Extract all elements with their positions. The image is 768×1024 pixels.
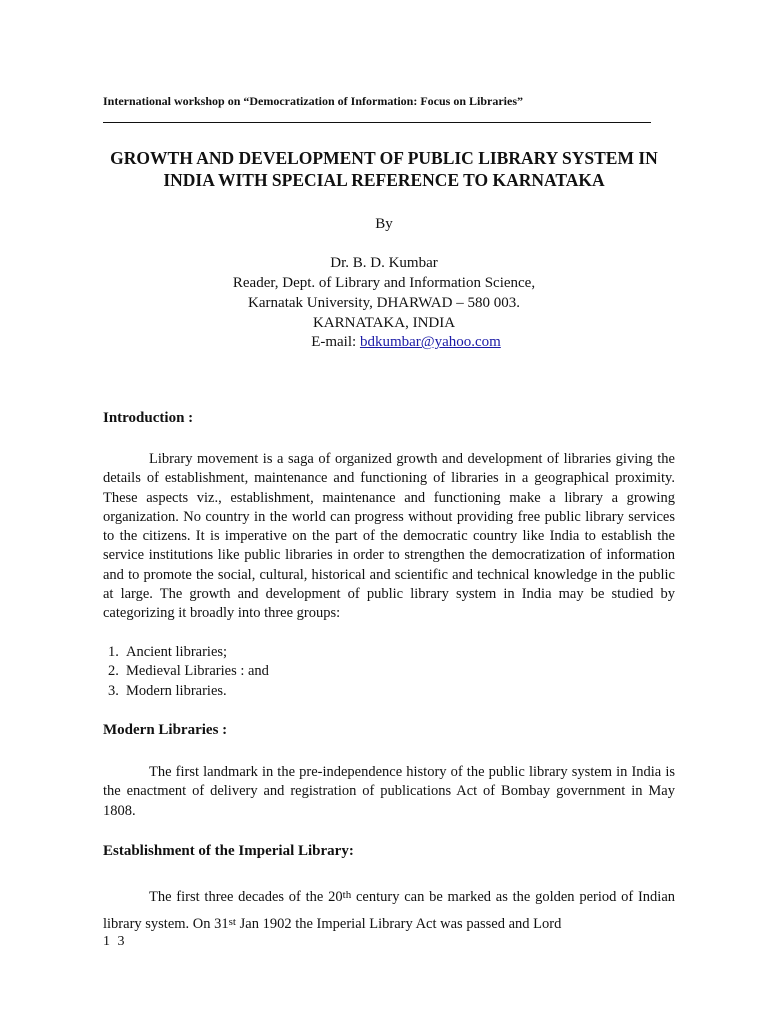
page-number: 1 3 (103, 934, 127, 949)
document-title (90, 147, 678, 191)
list-item: 3. Modern libraries. (108, 682, 227, 699)
email-link[interactable]: bdkumbar@yahoo.com (359, 334, 501, 350)
imperial-library-heading: Establishment of the Imperial Library: (103, 843, 354, 859)
introduction-paragraph: Library movement is a saga of organized growth and development of libraries giving the details of establishment, maintenance and functioning of libraries in a geographical proximity. These aspects viz., establishment, maintenance and functioning make a library a growing organization. No country in the world can progress without providing free public library services to the citizens. It is imperative on the part of the democratic country like India to establish the service institutions like public libraries in order to strengthen the democratization of information and to promote the social, cultural, historical and scientific and technical knowledge in the public at large. The growth and development of public library system in India may be studied by categorizing it broadly into three groups: (103, 451, 675, 622)
email-label: E-mail: (311, 334, 360, 350)
author-university: Karnatak University, DHARWAD – 580 003. (248, 295, 520, 311)
author-name: Dr. B. D. Kumbar (330, 255, 438, 271)
imperial-library-paragraph: The first three decades of the 20th century can be marked as the golden period of Indian library system. On 31st Jan 1902 the Imperial Library Act was passed and Lord (103, 889, 676, 932)
title-line-2: INDIA WITH SPECIAL REFERENCE TO KARNATAKA (163, 170, 605, 190)
modern-libraries-heading: Modern Libraries : (103, 722, 228, 738)
header-rule (103, 122, 651, 123)
library-groups-list (108, 643, 269, 701)
introduction-heading: Introduction : (103, 410, 194, 426)
byline: By (375, 216, 393, 232)
list-item: 2. Medieval Libraries : and (108, 663, 269, 680)
title-line-1: GROWTH AND DEVELOPMENT OF PUBLIC LIBRARY SYSTEM IN (110, 148, 658, 168)
modern-libraries-paragraph: The first landmark in the pre-independence history of the public library system in India is the enactment of delivery and registration of publications Act of Bombay government in May 1808. (103, 764, 675, 819)
author-position: Reader, Dept. of Library and Information Science, (232, 275, 536, 291)
author-email-line (22, 332, 768, 352)
list-item: 1. Ancient libraries; (108, 644, 228, 660)
workshop-header: International workshop on “Democratization of Information: Focus on Libraries” (103, 94, 523, 108)
author-state: KARNATAKA, INDIA (312, 315, 456, 331)
